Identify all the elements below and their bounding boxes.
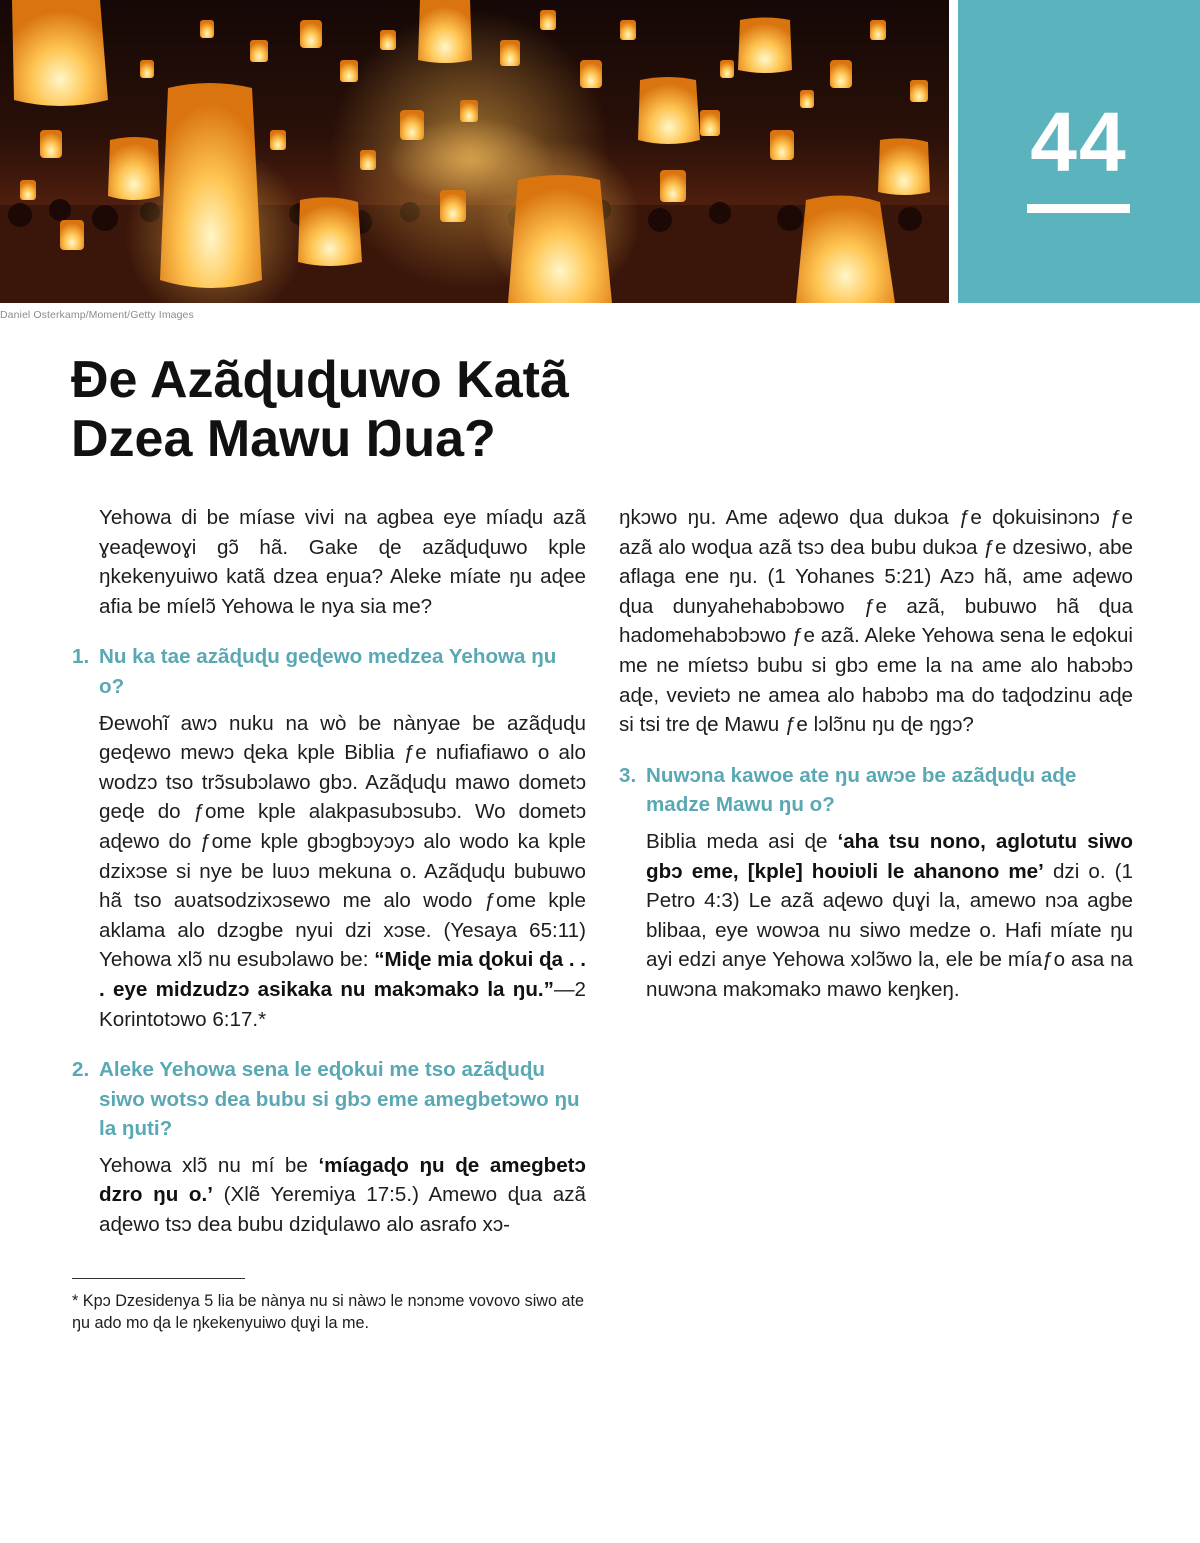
question-text: Nuwɔna kawoe ate ŋu awɔe be azãɖuɖu aɖe madze Mawu ŋu o?: [646, 763, 1077, 817]
lanterns-photo: [0, 0, 949, 303]
chapter-number: 44: [1030, 95, 1128, 189]
title-line-1: Đe Azãɖuɖuwo Katã: [71, 351, 569, 409]
intro-paragraph: Yehowa di be míase vivi na agbea eye míaɖu azã ɣeaɖewoɣi gɔ̃ hã. Gake ɖe azãɖuɖuwo kple ŋkekenyuiwo katã dzea eŋua? Aleke míate ŋu aɖee afia be míelɔ̃ Yehowa le nya sia me?: [99, 506, 586, 618]
answer-text: —2 Korintotɔwo 6:17.*: [99, 977, 586, 1031]
lanterns-illustration: [0, 0, 949, 303]
answer-text: dzi o. (1 Petro 4:3) Le azã aɖewo ɖuɣi la, amewo nɔa agbe blibaa, eye wowɔa nu siwo medze o. Hafi míate ŋu ayi edzi anye Yehowa xɔlɔ̃wo la, ele be míaƒo asa na nuwɔna makɔmakɔ mawo keŋkeŋ.: [646, 859, 1133, 1001]
answer-text: Ɖewohĩ awɔ nuku na wò be nànyae be azãɖuɖu geɖewo mewɔ ɖeka kple Biblia ƒe nufiafiawo o alo wodzɔ tso trɔ̃subɔlawo gbɔ. Azãɖuɖu mawo dometɔ geɖe do ƒome kple alakpasubɔsubɔ. Wo dometɔ aɖewo do ƒome kple gbɔgbɔyɔyɔ alo wodo ka kple dzixɔse si nye be luʋɔ mekuna o. Azãɖuɖu bubuwo hã tso aʋatsodzixɔsewo me alo wodo ƒome kple aklama alo dzɔgbe nyui dzi xɔse. (Yesaya 65:11) Yehowa xlɔ̃ nu esubɔlawo be:: [99, 711, 586, 972]
question-text: Nu ka tae azãɖuɖu geɖewo medzea Yehowa ŋu o?: [99, 645, 557, 698]
question-text: Aleke Yehowa sena le eɖokui me tso azãɖuɖu siwo wotsɔ dea bubu si gbɔ eme amegbetɔwo ŋu la ŋuti?: [99, 1058, 580, 1141]
answer-paragraph-2-cont: ŋkɔwo ŋu. Ame aɖewo ɖua dukɔa ƒe ɖokuisinɔnɔ ƒe azã alo woɖua azã tsɔ dea bubu dukɔa ƒe dzesiwo, abe aflaga ene ŋu. (1 Yohanes 5:21) Azɔ hã, ame aɖewo ɖua dunyahehabɔbɔwo ƒe azã, bubuwo hã ɖua hadomehabɔbɔwo ƒe azã. Aleke Yehowa sena le eɖokui me ne míetsɔ bubu si gbɔ eme la na ame alo habɔbɔ aɖe, vevietɔ ne amea alo habɔbɔ ma do taɖodzinu aɖe si tsi tre ɖe Mawu ƒe lɔlɔ̃nu ŋu ɖe ŋgɔ?: [619, 506, 1133, 737]
answer-paragraph-3: [619, 827, 1133, 1005]
title-line-2: Dzea Mawu Ŋua?: [71, 410, 496, 468]
question-2: [72, 1055, 586, 1144]
question-3: [619, 761, 1133, 820]
chapter-number-box: [958, 0, 1200, 303]
chapter-underline: [1027, 204, 1130, 213]
question-number: 1.: [72, 645, 90, 669]
footnote-rule: [72, 1278, 245, 1279]
column-right: [619, 503, 1133, 1005]
question-number: 2.: [72, 1058, 90, 1082]
scripture-quote: ‘míagaɖo ŋu ɖe amegbetɔ dzro ŋu o.’: [99, 1153, 586, 1207]
page-title: [71, 351, 771, 469]
answer-text: (Xlẽ Yeremiya 17:5.) Amewo ɖua azã aɖewo tsɔ dea bubu dziɖulawo alo asrafo xɔ-: [99, 1183, 586, 1237]
answer-text: Yehowa xlɔ̃ nu mí be: [99, 1153, 319, 1177]
question-1: [72, 642, 586, 701]
photo-credit: Daniel Osterkamp/Moment/Getty Images: [0, 309, 194, 321]
answer-paragraph-1: [72, 709, 586, 1035]
question-number: 3.: [619, 763, 637, 787]
scripture-quote: “Miɖe mia ɖokui ɖa . . . eye midzudzɔ asikaka nu makɔmakɔ la ŋu.”: [99, 948, 586, 1001]
column-left: [72, 503, 586, 1240]
answer-text: Biblia meda asi ɖe: [646, 829, 838, 853]
answer-paragraph-2-start: [72, 1151, 586, 1240]
scripture-quote: ‘aha tsu nono, aglotutu siwo gbɔ eme, [kple] hoʋiʋli le ahanono me’: [646, 829, 1133, 883]
footnote: * Kpɔ Dzesidenya 5 lia be nànya nu si nàwɔ le nɔnɔme vovovo siwo ate ŋu ado mo ɖa le ŋkekenyuiwo ɖuɣi la me.: [72, 1292, 584, 1332]
